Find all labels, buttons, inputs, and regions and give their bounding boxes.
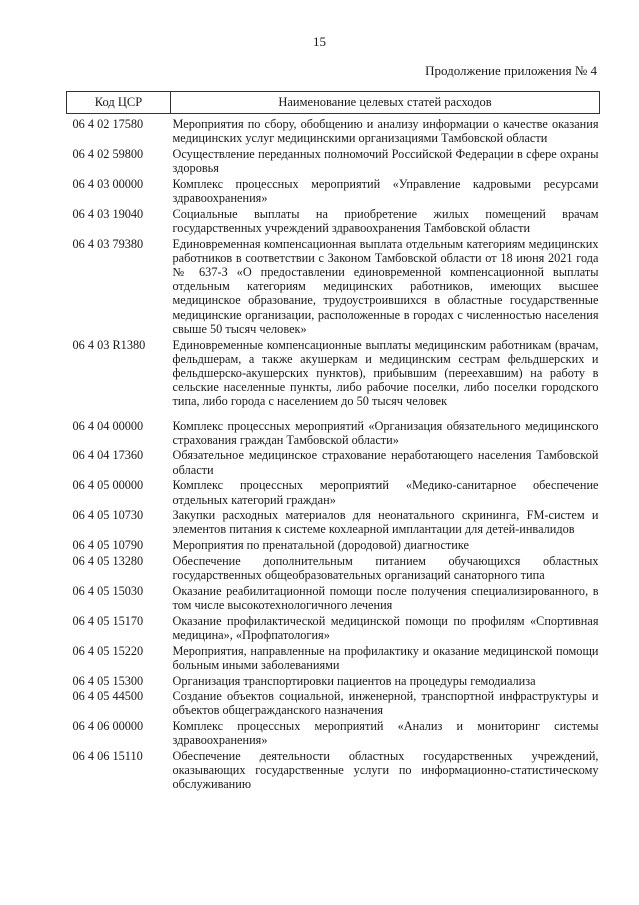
row-code: 06 4 05 15030 [72, 583, 144, 598]
table-row [67, 554, 600, 584]
row-code: 06 4 04 00000 [72, 418, 144, 433]
row-code: 06 4 02 17580 [72, 117, 144, 131]
column-header-name: Наименование целевых статей расходов [171, 92, 600, 114]
row-code: 06 4 02 59800 [72, 146, 144, 161]
row-code: 06 4 03 79380 [72, 236, 144, 251]
row-name: Мероприятия, направленные на профилактику и оказание медицинской помощи больным иными заболеваниями [172, 643, 599, 672]
table-row [67, 114, 600, 147]
row-code: 06 4 06 15110 [72, 749, 143, 764]
row-name: Единовременная компенсационная выплата отдельным категориям медицинских работников в соответствии с Законом Тамбовской области от 18 июня 2021 года № 637-З «О предоставлении единовременной компенсационной выплаты отдельным категориям медицинских работников, имеющих высшее медицинское образование, трудоустроившихся в областные государственные медицинские организации, расположенные в городах с численностью населения свыше 50 тысяч человек» [172, 236, 599, 336]
row-code: 06 4 05 13280 [72, 553, 144, 568]
row-name: Организация транспортировки пациентов на процедуры гемодиализа [172, 673, 536, 688]
row-name: Комплекс процессных мероприятий «Управление кадровыми ресурсами здравоохранения» [172, 176, 599, 206]
table-header-row [67, 92, 600, 114]
table-row [67, 508, 600, 538]
table-row [67, 237, 600, 338]
table-row [67, 538, 600, 554]
row-name: Создание объектов социальной, инженерной, транспортной инфраструктуры и объектов общегражданского назначения [172, 689, 599, 718]
row-name: Осуществление переданных полномочий Российской Федерации в сфере охраны здоровья [172, 146, 599, 176]
table-row [67, 478, 600, 508]
row-name: Закупки расходных материалов для неонатального скрининга, FM-систем и элементов питания к системе кохлеарной имплантации для детей-инвалидов [172, 508, 599, 537]
row-code: 06 4 05 15300 [72, 673, 144, 688]
row-name: Оказание профилактической медицинской помощи по профилям «Спортивная медицина», «Профпатология» [172, 613, 599, 642]
table-row [67, 338, 600, 419]
row-name: Комплекс процессных мероприятий «Медико-санитарное обеспечение отдельных категорий граждан» [172, 478, 599, 507]
column-header-code: Код ЦСР [67, 92, 171, 114]
table-row [67, 644, 600, 674]
table-row [67, 719, 600, 749]
row-name: Обязательное медицинское страхование неработающего населения Тамбовской области [172, 448, 599, 477]
row-name: Комплекс процессных мероприятий «Анализ и мониторинг системы здравоохранения» [172, 719, 599, 748]
row-code: 06 4 03 R1380 [72, 337, 146, 352]
row-name: Социальные выплаты на приобретение жилых помещений врачам государственных учреждений здравоохранения Тамбовской области [172, 206, 599, 235]
table-row [67, 749, 600, 793]
row-name: Комплекс процессных мероприятий «Организация обязательного медицинского страхования граждан Тамбовской области» [172, 418, 599, 447]
row-code: 06 4 04 17360 [72, 448, 144, 463]
row-name: Мероприятия по пренатальной (дородовой) диагностике [172, 538, 469, 553]
row-name: Обеспечение деятельности областных государственных учреждений, оказывающих государственные услуги по информационно-статистическому обслуживанию [172, 749, 599, 792]
table-row [67, 448, 600, 478]
row-code: 06 4 06 00000 [72, 719, 144, 734]
table-row [67, 147, 600, 177]
row-name: Единовременные компенсационные выплаты медицинским работникам (врачам, фельдшерам, а также акушеркам и медицинским сестрам фельдшерских и фельдшерско-акушерских пунктов), прибывшим (переехавшим) на работу в сельские населенные пункты, либо рабочие поселки, либо поселки городского типа, либо города с населением до 50 тысяч человек [172, 337, 599, 409]
row-code: 06 4 03 19040 [72, 206, 144, 221]
table-row [67, 177, 600, 207]
row-code: 06 4 05 44500 [72, 689, 144, 704]
row-code: 06 4 05 15220 [72, 643, 144, 658]
row-code: 06 4 05 10730 [72, 508, 144, 523]
table-row [67, 584, 600, 614]
table-body [67, 114, 600, 794]
row-code: 06 4 05 10790 [72, 538, 144, 553]
budget-codes-table [66, 91, 600, 793]
table-row [67, 674, 600, 690]
row-code: 06 4 03 00000 [72, 176, 144, 191]
row-name: Обеспечение дополнительным питанием обучающихся областных государственных общеобразовательных организаций санаторного типа [172, 553, 599, 583]
page-number: 15 [313, 34, 326, 49]
row-code: 06 4 05 15170 [72, 613, 144, 628]
table-row [67, 207, 600, 237]
appendix-continuation-note: Продолжение приложения № 4 [425, 63, 597, 78]
table-row [67, 419, 600, 449]
row-name: Оказание реабилитационной помощи после получения специализированного, в том числе высокотехнологичного лечения [172, 583, 599, 612]
row-name: Мероприятия по сбору, обобщению и анализу информации о качестве оказания медицинских услуг медицинскими организациями Тамбовской области [172, 117, 599, 146]
table-row [67, 614, 600, 644]
row-code: 06 4 05 00000 [72, 478, 144, 493]
table-row [67, 689, 600, 719]
